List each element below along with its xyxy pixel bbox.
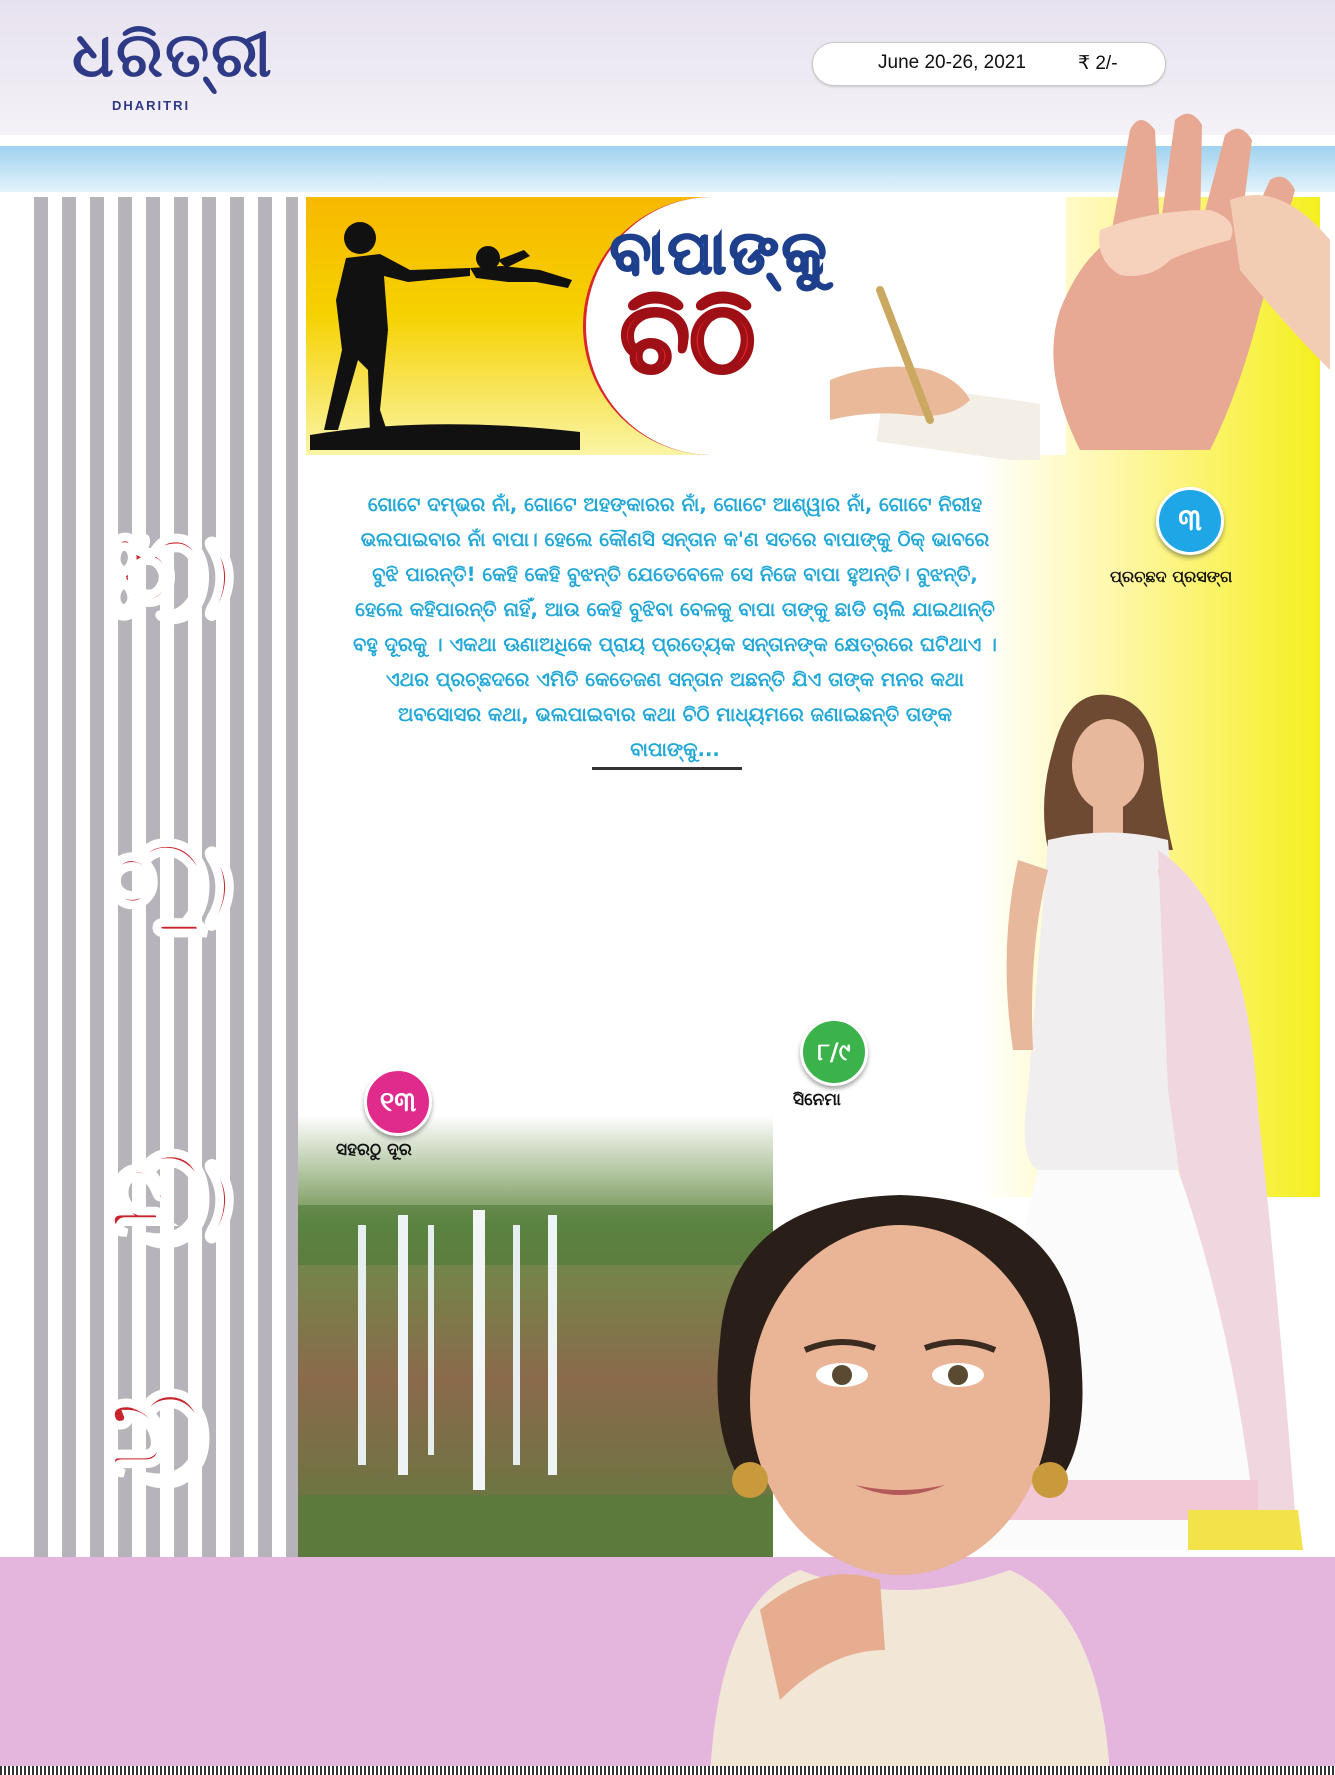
badge-label-cinema: ସିନେମା (793, 1090, 841, 1110)
intro-divider (592, 767, 742, 770)
banner-heading-1: ବାପାଙ୍କୁ (610, 218, 830, 288)
bottom-rule (0, 1766, 1335, 1775)
writing-hand-image (820, 270, 1040, 460)
badge-label-far-from-city: ସହରଠୁ ଦୂର (336, 1140, 412, 1160)
section-title-char: ଟି (74, 836, 249, 941)
section-title-vertical (40, 470, 280, 1560)
hand-palm-image (1040, 110, 1335, 480)
father-child-silhouette-image (310, 210, 580, 450)
newspaper-logo-sub: DHARITRI (112, 98, 191, 113)
issue-price: ₹ 2/- (1078, 53, 1118, 74)
newspaper-logo: ଧରିତ୍ରୀ (72, 18, 274, 91)
actress-portrait-image (650, 1180, 1170, 1775)
section-title-char: ଦି (74, 1146, 249, 1251)
page-badge-far-from-city[interactable]: ୧୩ (364, 1068, 432, 1136)
page-badge-cinema[interactable]: ୮/୯ (800, 1018, 868, 1086)
section-title-char: ନ (74, 1386, 249, 1491)
section-title-char: ଛି (74, 530, 249, 627)
badge-label-cover-story: ପ୍ରଚ୍ଛଦ ପ୍ରସଙ୍ଗ (1110, 567, 1233, 586)
issue-date: June 20-26, 2021 (878, 52, 1026, 73)
banner-heading-2: ଚିଠି (620, 282, 756, 396)
intro-paragraph: ଗୋଟେ ଦମ୍ଭର ନାଁ, ଗୋଟେ ଅହଙ୍କାରର ନାଁ, ଗୋଟେ ଆଶ୍ୱାର ନାଁ, ଗୋଟେ ନିରୀହ ଭଲପାଇବାର ନାଁ ବାପା। ହେଲେ କୌଣସି ସନ୍ତାନ କ'ଣ ସତରେ ବାପାଙ୍କୁ ଠିକ୍ ଭାବରେ ବୁଝି ପାରନ୍ତି! କେହି କେହି ବୁଝନ୍ତି ଯେତେବେଳେ ସେ ନିଜେ ବାପା ହୁଅନ୍ତି। ବୁଝନ୍ତି, ହେଲେ କହିପାରନ୍ତି ନାହିଁ, ଆଉ କେହି ବୁଝିବା ବେଳକୁ ବାପା ତାଙ୍କୁ ଛାଡି ଚାଲି ଯାଇଥାନ୍ତି ବହୁ ଦୂରକୁ । ଏକଥା ଊଣାଅଧିକେ ପ୍ରାୟ ପ୍ରତ୍ୟେକ ସନ୍ତାନଙ୍କ କ୍ଷେତ୍ରରେ ଘଟିଥାଏ । ଏଥର ପ୍ରଚ୍ଛଦରେ ଏମିତି କେତେଜଣ ସନ୍ତାନ ଅଛନ୍ତି ଯିଏ ତାଙ୍କ ମନର କଥା ଅବସୋସର କଥା, ଭଲପାଇବାର କଥା ଚିଠି ମାଧ୍ୟମରେ ଜଣାଇଛନ୍ତି ତାଙ୍କ ବାପାଙ୍କୁ... (353, 493, 997, 761)
page-badge-cover-story[interactable]: ୩ (1156, 487, 1224, 555)
